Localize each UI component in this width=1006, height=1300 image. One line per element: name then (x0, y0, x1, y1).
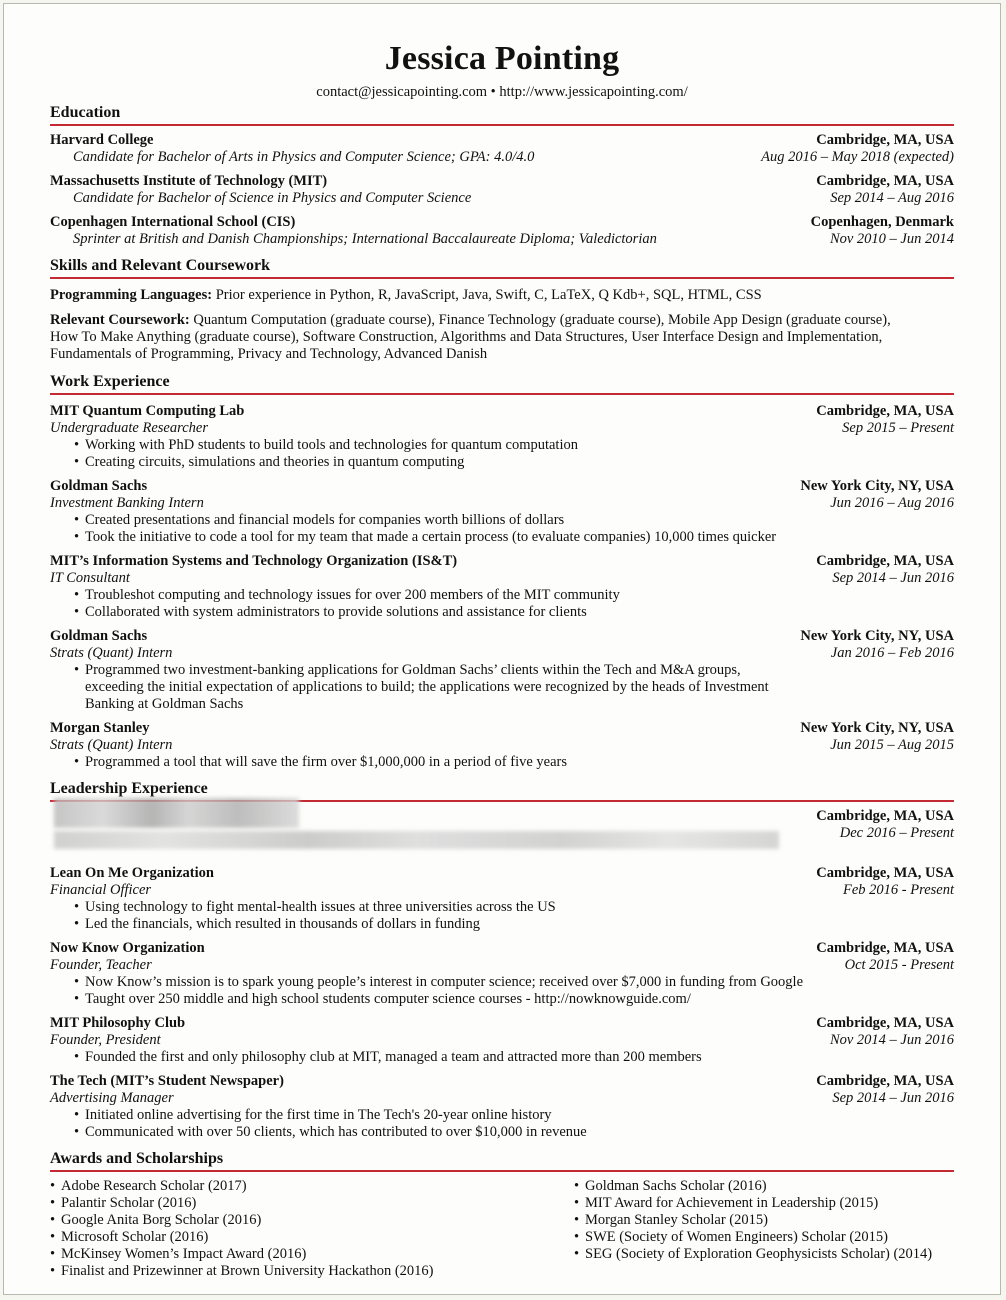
experience-entry (50, 553, 954, 621)
entry-dates: Nov 2014 – Jun 2016 (829, 1032, 954, 1048)
bullet-item: • Creating circuits, simulations and theories in quantum computing (74, 454, 954, 471)
entry-dates: Sep 2014 – Aug 2016 (830, 190, 954, 206)
entry-role: Advertising Manager (50, 1090, 174, 1106)
experience-entry (50, 940, 954, 1008)
entry-dates: Sep 2015 – Present (842, 420, 954, 436)
entry-organization: MIT Quantum Computing Lab (50, 403, 245, 419)
entry-row (50, 1015, 954, 1032)
entry-dates: Sep 2014 – Jun 2016 (832, 570, 954, 586)
entry-detail: Sprinter at British and Danish Championships; International Baccalaureate Diploma; Valedictorian (73, 231, 657, 247)
entry-location: Cambridge, MA, USA (816, 1073, 954, 1089)
section-divider (50, 277, 954, 279)
bullet-list (50, 899, 954, 933)
relevant-coursework (50, 312, 954, 363)
entry-organization: Massachusetts Institute of Technology (MIT) (50, 173, 328, 189)
bullet-item: • Now Know’s mission is to spark young people’s interest in computer science; received over $7,000 in funding from Google (74, 974, 954, 991)
entry-organization: The Tech (MIT’s Student Newspaper) (50, 1073, 284, 1089)
entry-row (50, 173, 954, 190)
candidate-name: Jessica Pointing (384, 40, 620, 77)
coursework-line1: Quantum Computation (graduate course), Finance Technology (graduate course), Mobile App Design (graduate course), (189, 312, 891, 328)
entry-location: Cambridge, MA, USA (816, 132, 954, 148)
entry-organization: MIT Philosophy Club (50, 1015, 186, 1031)
section-divider (50, 124, 954, 126)
entry-role: Investment Banking Intern (50, 495, 204, 511)
entry-role: Strats (Quant) Intern (50, 737, 173, 753)
bullet-list (50, 437, 954, 471)
entry-row (50, 628, 954, 645)
entry-organization: Harvard College (50, 132, 154, 148)
entry-organization: Morgan Stanley (50, 720, 150, 736)
experience-entry (50, 720, 954, 771)
education-list (50, 132, 954, 248)
entry-organization: MIT’s Information Systems and Technology Organization (IS&T) (50, 553, 458, 569)
entry-role: Financial Officer (50, 882, 152, 898)
programming-languages (50, 287, 954, 304)
entry-detail: Candidate for Bachelor of Arts in Physics and Computer Science; GPA: 4.0/4.0 (73, 149, 535, 165)
bullet-item: • Created presentations and financial models for companies worth billions of dollars (74, 512, 954, 529)
entry-location: New York City, NY, USA (800, 478, 954, 494)
entry-organization: Now Know Organization (50, 940, 205, 956)
section-title-awards: Awards and Scholarships (50, 1150, 224, 1167)
award-item: • Microsoft Scholar (2016) (50, 1229, 574, 1246)
awards-right-column (574, 1178, 932, 1280)
entry-role: Founder, Teacher (50, 957, 152, 973)
entry-dates: Oct 2015 - Present (844, 957, 954, 973)
entry-location: Cambridge, MA, USA (816, 865, 954, 881)
education-entry (50, 214, 954, 248)
entry-row (50, 403, 954, 420)
bullet-item: • Initiated online advertising for the first time in The Tech's 20-year online history (74, 1107, 954, 1124)
award-item: • SWE (Society of Women Engineers) Scholar (2015) (574, 1229, 932, 1246)
bullet-item: • Communicated with over 50 clients, which has contributed to over $10,000 in revenue (74, 1124, 954, 1141)
award-item: • Morgan Stanley Scholar (2015) (574, 1212, 932, 1229)
entry-location: New York City, NY, USA (800, 720, 954, 736)
bullet-item: • Led the financials, which resulted in thousands of dollars in funding (74, 916, 954, 933)
experience-entry (50, 1073, 954, 1141)
bullet-list (50, 662, 794, 713)
bullet-list (50, 587, 954, 621)
redacted-org-name (54, 798, 299, 828)
bullet-item: • Taught over 250 middle and high school students computer science courses - http://nowknowguide.com/ (74, 991, 954, 1008)
contact-line: contact@jessicapointing.com • http://www.jessicapointing.com/ (316, 84, 688, 100)
entry-row (50, 1073, 954, 1090)
bullet-list (50, 1107, 954, 1141)
entry-location: New York City, NY, USA (800, 628, 954, 644)
entry-row (50, 190, 954, 207)
entry-row (50, 1090, 954, 1107)
entry-location: Copenhagen, Denmark (810, 214, 954, 230)
entry-organization: Copenhagen International School (CIS) (50, 214, 296, 230)
education-entry (50, 132, 954, 166)
entry-organization: Lean On Me Organization (50, 865, 214, 881)
entry-row (50, 645, 954, 662)
experience-entry (50, 1015, 954, 1066)
experience-entry (50, 478, 954, 546)
entry-location: Cambridge, MA, USA (816, 808, 954, 824)
entry-organization: Goldman Sachs (50, 478, 148, 494)
award-item: • Goldman Sachs Scholar (2016) (574, 1178, 932, 1195)
award-item: • Adobe Research Scholar (2017) (50, 1178, 574, 1195)
experience-entry (50, 628, 954, 713)
resume-content (50, 102, 954, 1280)
redacted-description (54, 831, 779, 849)
entry-location: Cambridge, MA, USA (816, 403, 954, 419)
bullet-item: • Using technology to fight mental-health issues at three universities across the US (74, 899, 954, 916)
bullet-list (50, 1049, 954, 1066)
coursework-label: Relevant Coursework: (50, 312, 190, 328)
entry-dates: Jan 2016 – Feb 2016 (830, 645, 954, 661)
section-title-skills: Skills and Relevant Coursework (50, 257, 271, 274)
awards-left-column (50, 1178, 574, 1280)
bullet-list (50, 512, 954, 546)
languages-text: Prior experience in Python, R, JavaScript, Java, Swift, C, LaTeX, Q Kdb+, SQL, HTML, CSS (212, 287, 762, 303)
section-divider (50, 393, 954, 395)
section-title-leadership: Leadership Experience (50, 780, 208, 797)
entry-row (50, 570, 954, 587)
entry-dates: Nov 2010 – Jun 2014 (829, 231, 954, 247)
entry-row (50, 882, 954, 899)
entry-row (50, 553, 954, 570)
leadership-list (50, 865, 954, 1141)
award-item: • MIT Award for Achievement in Leadership (2015) (574, 1195, 932, 1212)
entry-row (50, 420, 954, 437)
entry-location: Cambridge, MA, USA (816, 940, 954, 956)
entry-row (50, 865, 954, 882)
entry-row (50, 720, 954, 737)
bullet-item: • Programmed two investment-banking applications for Goldman Sachs’ clients within the Tech and M&A groups, exceeding the initial expectation of applications to build; the applications were recognized by the heads of Investment Banking at Goldman Sachs (74, 662, 794, 713)
entry-row (50, 132, 954, 149)
entry-dates: Feb 2016 - Present (842, 882, 954, 898)
coursework-line3: Fundamentals of Programming, Privacy and Technology, Advanced Danish (50, 346, 488, 362)
entry-row (50, 149, 954, 166)
entry-location: Cambridge, MA, USA (816, 1015, 954, 1031)
entry-organization: Goldman Sachs (50, 628, 148, 644)
entry-dates: Jun 2016 – Aug 2016 (830, 495, 954, 511)
award-item: • McKinsey Women’s Impact Award (2016) (50, 1246, 574, 1263)
bullet-item: • Working with PhD students to build tools and technologies for quantum computation (74, 437, 954, 454)
entry-row (50, 957, 954, 974)
section-title-education: Education (50, 104, 121, 121)
section-divider (50, 1170, 954, 1172)
award-item: • SEG (Society of Exploration Geophysicists Scholar) (2014) (574, 1246, 932, 1263)
work-list (50, 403, 954, 771)
bullet-item: • Collaborated with system administrators to provide solutions and assistance for clients (74, 604, 954, 621)
experience-entry (50, 865, 954, 933)
bullet-item: • Programmed a tool that will save the firm over $1,000,000 in a period of five years (74, 754, 954, 771)
award-item: • Finalist and Prizewinner at Brown University Hackathon (2016) (50, 1263, 574, 1280)
languages-label: Programming Languages: (50, 287, 213, 303)
entry-row (50, 940, 954, 957)
bullet-item: • Troubleshot computing and technology issues for over 200 members of the MIT community (74, 587, 954, 604)
entry-row (50, 478, 954, 495)
education-entry (50, 173, 954, 207)
bullet-list (50, 974, 954, 1008)
entry-row (50, 737, 954, 754)
entry-row (50, 231, 954, 248)
entry-row (50, 495, 954, 512)
awards-list (50, 1178, 954, 1280)
bullet-item: • Took the initiative to code a tool for my team that made a certain process (to evaluate companies) 10,000 times quicker (74, 529, 954, 546)
entry-role: Undergraduate Researcher (50, 420, 208, 436)
entry-dates: Aug 2016 – May 2018 (expected) (761, 149, 954, 165)
entry-location: Cambridge, MA, USA (816, 173, 954, 189)
entry-dates: Jun 2015 – Aug 2015 (830, 737, 954, 753)
experience-entry (50, 403, 954, 471)
entry-role: Strats (Quant) Intern (50, 645, 173, 661)
award-item: • Palantir Scholar (2016) (50, 1195, 574, 1212)
entry-role: Founder, President (50, 1032, 161, 1048)
entry-location: Cambridge, MA, USA (816, 553, 954, 569)
entry-detail: Candidate for Bachelor of Science in Physics and Computer Science (73, 190, 472, 206)
coursework-line2: How To Make Anything (graduate course), Software Construction, Algorithms and Data Structures, User Interface Design and Implementation, (50, 329, 883, 345)
entry-dates: Sep 2014 – Jun 2016 (832, 1090, 954, 1106)
bullet-list (50, 754, 954, 771)
award-item: • Google Anita Borg Scholar (2016) (50, 1212, 574, 1229)
entry-dates: Dec 2016 – Present (839, 825, 954, 841)
section-title-work: Work Experience (50, 373, 170, 390)
entry-row (50, 1032, 954, 1049)
entry-row (50, 214, 954, 231)
bullet-item: • Founded the first and only philosophy club at MIT, managed a team and attracted more than 200 members (74, 1049, 954, 1066)
resume-page (3, 3, 1001, 1295)
entry-role: IT Consultant (50, 570, 130, 586)
